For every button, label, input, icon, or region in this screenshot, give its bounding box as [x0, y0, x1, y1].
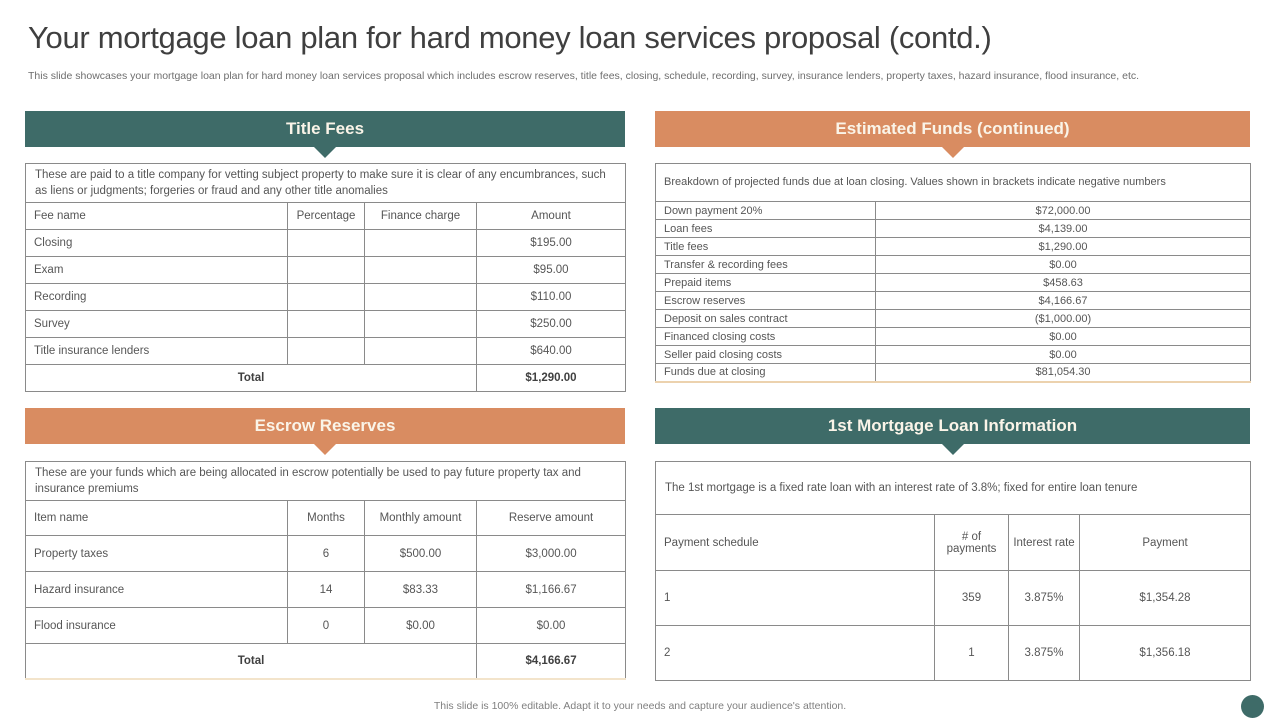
escrow-monthly-amount: $83.33: [365, 572, 477, 608]
fee-amount: $195.00: [477, 230, 626, 257]
table-row: [26, 164, 626, 203]
fund-value: $0.00: [876, 346, 1251, 364]
title-fees-table: [25, 163, 625, 392]
mortgage-info-header-label: 1st Mortgage Loan Information: [827, 416, 1078, 435]
fund-value: $81,054.30: [876, 364, 1251, 382]
fund-label: Funds due at closing: [656, 364, 876, 382]
fee-name: Title insurance lenders: [26, 338, 288, 365]
column-header: Item name: [26, 501, 288, 536]
fund-value: $4,166.67: [876, 292, 1251, 310]
escrow-monthly-amount: $0.00: [365, 608, 477, 644]
table-header-row: [26, 501, 626, 536]
fund-value: $72,000.00: [876, 202, 1251, 220]
total-label: Total: [26, 644, 477, 679]
column-header: Months: [288, 501, 365, 536]
table-row: [656, 462, 1251, 515]
escrow-reserve-amount: $0.00: [477, 608, 626, 644]
column-header: # of payments: [935, 515, 1009, 571]
column-header: Finance charge: [365, 203, 477, 230]
table-row: [656, 310, 1251, 328]
interest-rate: 3.875%: [1009, 571, 1080, 626]
payment-schedule: 2: [656, 626, 935, 681]
fund-label: Prepaid items: [656, 274, 876, 292]
table-row: [656, 626, 1251, 681]
slide-subtitle: This slide showcases your mortgage loan plan for hard money loan services proposal which includes escrow reserves, title fees, closing, schedule, recording, survey, insurance lenders, property taxes, hazard insurance, flood insurance, etc.: [28, 70, 1140, 82]
fund-value: $4,139.00: [876, 220, 1251, 238]
fee-finance-charge: [365, 284, 477, 311]
arrow-down-icon: [942, 444, 964, 455]
mortgage-info-header-bar: [655, 408, 1250, 444]
fund-label: Title fees: [656, 238, 876, 256]
title-fees-header-bar: [25, 111, 625, 147]
column-header: Payment: [1080, 515, 1251, 571]
title-fees-header-label: Title Fees: [285, 119, 365, 138]
fund-label: Down payment 20%: [656, 202, 876, 220]
fee-percentage: [288, 311, 365, 338]
table-header-row: [26, 203, 626, 230]
payment-schedule: 1: [656, 571, 935, 626]
escrow-reserves-table: [25, 461, 625, 680]
interest-rate: 3.875%: [1009, 626, 1080, 681]
fee-finance-charge: [365, 338, 477, 365]
corner-dot-decoration: [1241, 695, 1264, 718]
total-row: [26, 365, 626, 392]
column-header: Percentage: [288, 203, 365, 230]
estimated-funds-header-label: Estimated Funds (continued): [835, 119, 1070, 138]
escrow-reserves-header-label: Escrow Reserves: [254, 416, 396, 435]
escrow-reserve-amount: $1,166.67: [477, 572, 626, 608]
total-amount: $1,290.00: [477, 365, 626, 392]
escrow-monthly-amount: $500.00: [365, 536, 477, 572]
escrow-reserves-header-bar: [25, 408, 625, 444]
mortgage-info-description: The 1st mortgage is a fixed rate loan with an interest rate of 3.8%; fixed for entire loan tenure: [656, 462, 1251, 515]
table-header-row: [656, 515, 1251, 571]
payment-amount: $1,356.18: [1080, 626, 1251, 681]
table-row: [26, 462, 626, 501]
escrow-months: 6: [288, 536, 365, 572]
table-row: [656, 202, 1251, 220]
fund-value: $1,290.00: [876, 238, 1251, 256]
table-row: [26, 536, 626, 572]
fund-label: Loan fees: [656, 220, 876, 238]
table-row: [656, 292, 1251, 310]
table-row: [656, 328, 1251, 346]
fee-name: Survey: [26, 311, 288, 338]
total-amount: $4,166.67: [477, 644, 626, 679]
estimated-funds-header-bar: [655, 111, 1250, 147]
fee-amount: $250.00: [477, 311, 626, 338]
fee-name: Exam: [26, 257, 288, 284]
table-row: [656, 238, 1251, 256]
fee-percentage: [288, 230, 365, 257]
page-title: Your mortgage loan plan for hard money loan services proposal (contd.): [28, 20, 992, 55]
table-row: [656, 346, 1251, 364]
total-row: [26, 644, 626, 679]
num-payments: 1: [935, 626, 1009, 681]
fee-amount: $95.00: [477, 257, 626, 284]
estimated-funds-table: [655, 163, 1250, 383]
fee-finance-charge: [365, 230, 477, 257]
escrow-months: 14: [288, 572, 365, 608]
table-row: [656, 274, 1251, 292]
column-header: Payment schedule: [656, 515, 935, 571]
fee-percentage: [288, 284, 365, 311]
fee-percentage: [288, 257, 365, 284]
table-row: [656, 256, 1251, 274]
fund-value: ($1,000.00): [876, 310, 1251, 328]
escrow-item: Flood insurance: [26, 608, 288, 644]
title-fees-description: These are paid to a title company for vetting subject property to make sure it is clear of any encumbrances, such as liens or judgments; forgeries or fraud and any other title anomalies: [26, 164, 626, 203]
fund-label: Deposit on sales contract: [656, 310, 876, 328]
fund-label: Financed closing costs: [656, 328, 876, 346]
column-header: Fee name: [26, 203, 288, 230]
table-row: [656, 164, 1251, 202]
table-row: [26, 572, 626, 608]
fee-finance-charge: [365, 257, 477, 284]
fund-value: $458.63: [876, 274, 1251, 292]
table-row: [26, 608, 626, 644]
arrow-down-icon: [942, 147, 964, 158]
fee-name: Closing: [26, 230, 288, 257]
table-row: [26, 284, 626, 311]
footer-note: This slide is 100% editable. Adapt it to your needs and capture your audience's attention.: [433, 700, 847, 712]
arrow-down-icon: [314, 147, 336, 158]
column-header: Interest rate: [1009, 515, 1080, 571]
arrow-down-icon: [314, 444, 336, 455]
fund-label: Seller paid closing costs: [656, 346, 876, 364]
fee-amount: $640.00: [477, 338, 626, 365]
escrow-item: Property taxes: [26, 536, 288, 572]
column-header: Amount: [477, 203, 626, 230]
payment-amount: $1,354.28: [1080, 571, 1251, 626]
estimated-funds-description: Breakdown of projected funds due at loan closing. Values shown in brackets indicate negative numbers: [656, 164, 1251, 202]
table-row: [26, 230, 626, 257]
table-row: [656, 571, 1251, 626]
fee-name: Recording: [26, 284, 288, 311]
table-row: [656, 364, 1251, 382]
total-label: Total: [26, 365, 477, 392]
escrow-item: Hazard insurance: [26, 572, 288, 608]
column-header: Monthly amount: [365, 501, 477, 536]
table-row: [26, 257, 626, 284]
fund-value: $0.00: [876, 256, 1251, 274]
table-row: [26, 311, 626, 338]
table-row: [656, 220, 1251, 238]
escrow-reserve-amount: $3,000.00: [477, 536, 626, 572]
num-payments: 359: [935, 571, 1009, 626]
escrow-months: 0: [288, 608, 365, 644]
fee-amount: $110.00: [477, 284, 626, 311]
column-header: Reserve amount: [477, 501, 626, 536]
escrow-reserves-description: These are your funds which are being allocated in escrow potentially be used to pay future property tax and insurance premiums: [26, 462, 626, 501]
fund-value: $0.00: [876, 328, 1251, 346]
fee-percentage: [288, 338, 365, 365]
table-row: [26, 338, 626, 365]
fee-finance-charge: [365, 311, 477, 338]
fund-label: Transfer & recording fees: [656, 256, 876, 274]
fund-label: Escrow reserves: [656, 292, 876, 310]
mortgage-info-table: [655, 461, 1250, 681]
